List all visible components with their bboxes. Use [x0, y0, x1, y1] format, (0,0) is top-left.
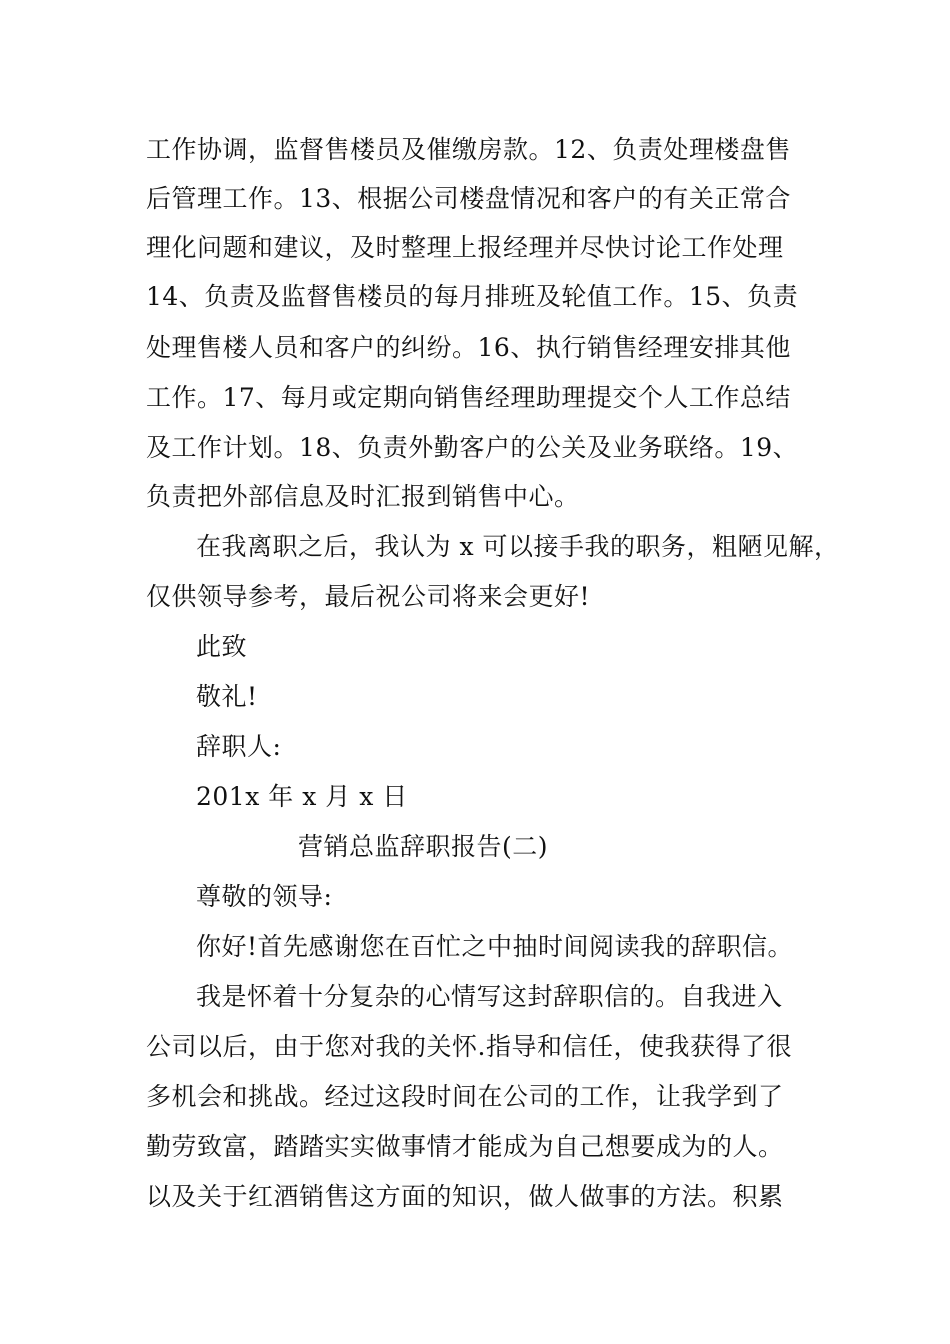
closing-paragraph-line-1: 在我离职之后，我认为 x 可以接手我的职务，粗陋见解， — [196, 532, 840, 561]
closing-paragraph-line-2: 仅供领导参考，最后祝公司将来会更好! — [146, 582, 591, 611]
paragraph-line-5: 处理售楼人员和客户的纠纷。16、执行销售经理安排其他 — [146, 333, 791, 362]
paragraph-line-7: 及工作计划。18、负责外勤客户的公关及业务联络。19、 — [146, 433, 799, 462]
section-title: 营销总监辞职报告(二) — [298, 832, 549, 861]
salutation-line-1: 此致 — [196, 632, 248, 661]
intro-line: 你好!首先感谢您在百忙之中抽时间阅读我的辞职信。 — [196, 932, 794, 961]
paragraph-line-3: 理化问题和建议，及时整理上报经理并尽快讨论工作处理 — [146, 233, 784, 262]
signature-label: 辞职人: — [196, 732, 282, 761]
paragraph-line-6: 工作。17、每月或定期向销售经理助理提交个人工作总结 — [146, 383, 791, 412]
body-line-4: 勤劳致富，踏踏实实做事情才能成为自己想要成为的人。 — [146, 1132, 784, 1161]
body-line-2: 公司以后，由于您对我的关怀.指导和信任，使我获得了很 — [146, 1032, 792, 1061]
date-line: 201x 年 x 月 x 日 — [196, 782, 408, 811]
salutation-line-2: 敬礼! — [196, 682, 258, 711]
body-line-1: 我是怀着十分复杂的心情写这封辞职信的。自我进入 — [196, 982, 783, 1011]
paragraph-line-2: 后管理工作。13、根据公司楼盘情况和客户的有关正常合 — [146, 184, 791, 213]
paragraph-line-1: 工作协调，监督售楼员及催缴房款。12、负责处理楼盘售 — [146, 135, 791, 164]
body-line-5: 以及关于红酒销售这方面的知识，做人做事的方法。积累 — [146, 1182, 784, 1211]
paragraph-line-4: 14、负责及监督售楼员的每月排班及轮值工作。15、负责 — [146, 282, 799, 311]
greeting-line: 尊敬的领导: — [196, 882, 333, 911]
body-line-3: 多机会和挑战。经过这段时间在公司的工作，让我学到了 — [146, 1082, 784, 1111]
paragraph-line-8: 负责把外部信息及时汇报到销售中心。 — [146, 482, 580, 511]
